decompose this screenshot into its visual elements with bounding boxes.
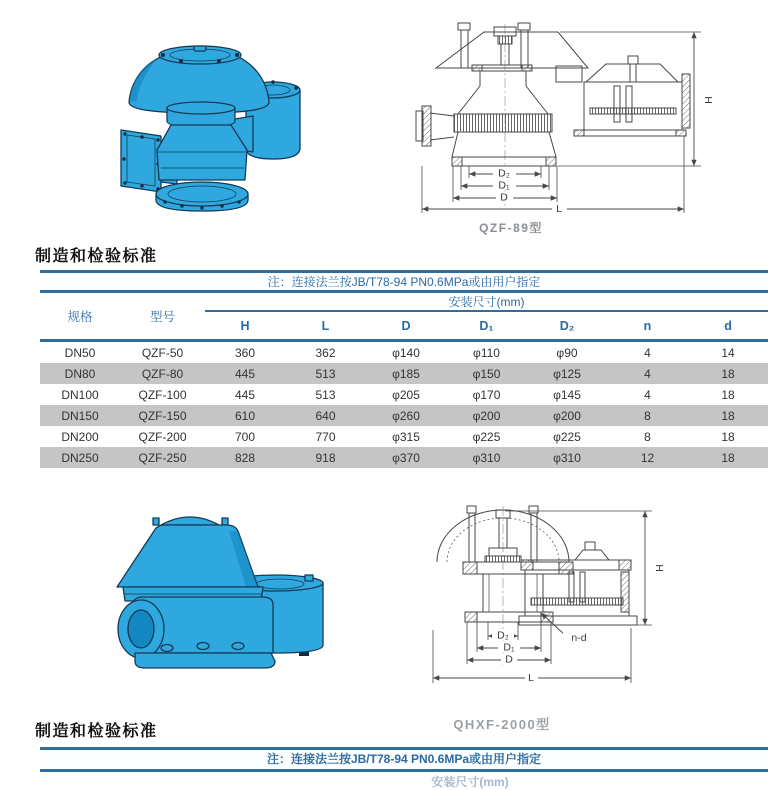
qhxf-drawing-caption: QHXF-2000型 <box>453 717 551 732</box>
cell-h: 360 <box>234 345 256 360</box>
cell-d2: φ310 <box>553 450 581 465</box>
cell-n: 4 <box>644 345 651 360</box>
flange-note: 注：连接法兰按JB/T78-94 PN0.6MPa或由用户指定 <box>40 272 768 292</box>
table-row <box>40 405 768 426</box>
dim-label-d1: D₁ <box>503 641 515 654</box>
qhxf-cross-section-drawing <box>425 500 743 696</box>
standards-heading-top: 制造和检验标准 <box>35 248 158 265</box>
dim-label-h: H <box>653 564 665 572</box>
table-row <box>40 384 768 405</box>
cell-d: φ185 <box>392 366 420 381</box>
cell-dd: 18 <box>721 366 735 381</box>
cell-d1: φ150 <box>472 366 501 381</box>
col-header-d: d <box>688 311 768 341</box>
cell-spec: DN150 <box>61 408 99 423</box>
cell-n: 12 <box>640 450 655 465</box>
cell-n: 4 <box>644 366 651 381</box>
cell-l: 362 <box>315 345 336 360</box>
bottom-flange <box>135 653 275 668</box>
standards-heading-bottom: 制造和检验标准 <box>35 723 158 740</box>
cell-d2: φ225 <box>553 429 581 444</box>
cell-d1: φ200 <box>472 408 501 423</box>
cell-l: 513 <box>315 387 336 402</box>
cell-d2: φ200 <box>553 408 581 423</box>
qzf-drawing-caption: QZF-89型 <box>479 221 543 235</box>
cell-d: φ140 <box>392 345 420 360</box>
col-header-L: L <box>285 311 366 341</box>
cell-model: QZF-50 <box>141 345 184 360</box>
col-header-H: H <box>205 311 285 341</box>
col-header-D2: D₂ <box>527 311 607 341</box>
cell-d: φ260 <box>392 408 420 423</box>
dim-label-d: D <box>505 653 513 666</box>
cell-d: φ205 <box>392 387 420 402</box>
cell-l: 918 <box>315 450 336 465</box>
cell-dd: 14 <box>721 345 735 360</box>
col-header-dims-group: 安装尺寸(mm) <box>205 292 768 312</box>
cell-h: 828 <box>234 450 256 465</box>
cell-model: QZF-200 <box>138 429 187 444</box>
cell-spec: DN100 <box>61 387 99 402</box>
cell-n: 8 <box>644 429 651 444</box>
cell-dd: 18 <box>721 429 735 444</box>
col-header-D1: D₁ <box>446 311 527 341</box>
cell-d1: φ310 <box>472 450 501 465</box>
cell-d1: φ170 <box>472 387 501 402</box>
cell-model: QZF-100 <box>138 387 187 402</box>
bottom-flange <box>156 182 248 211</box>
cell-model: QZF-80 <box>141 366 184 381</box>
cell-h: 610 <box>234 408 256 423</box>
cell-model: QZF-250 <box>138 450 187 465</box>
cell-d1: φ225 <box>472 429 501 444</box>
dim-label-l: L <box>528 672 534 684</box>
cell-spec: DN50 <box>64 345 96 360</box>
cell-model: QZF-150 <box>138 408 187 423</box>
dim-label-d: D <box>500 191 508 204</box>
cell-h: 445 <box>234 366 256 381</box>
cell-l: 513 <box>315 366 336 381</box>
cell-spec: DN80 <box>64 366 96 381</box>
col-header-model: 型号 <box>120 292 205 341</box>
cell-l: 640 <box>315 408 336 423</box>
cell-n: 4 <box>644 387 651 402</box>
cell-d1: φ110 <box>473 345 500 360</box>
cell-d2: φ90 <box>556 345 578 360</box>
col-header-D: D <box>366 311 446 341</box>
cell-n: 8 <box>644 408 651 423</box>
table-row <box>40 341 768 364</box>
dim-label-h: H <box>702 96 714 104</box>
dim-label-d2: D₂ <box>497 629 509 642</box>
table-row <box>40 426 768 447</box>
cell-d: φ370 <box>392 450 420 465</box>
dim-label-d1: D₁ <box>498 179 510 192</box>
table-row <box>40 363 768 384</box>
flange-note-bottom: 注：连接法兰按JB/T78-94 PN0.6MPa或由用户指定 <box>40 747 768 772</box>
cell-d2: φ145 <box>553 387 581 402</box>
qzf-cross-section-drawing <box>408 16 726 216</box>
clipped-dims-group-header: 安装尺寸(mm) <box>431 775 509 789</box>
qhxf-product-image <box>95 505 350 703</box>
side-handle <box>118 600 164 658</box>
cell-dd: 18 <box>721 408 735 423</box>
qzf-product-image <box>105 22 355 230</box>
cell-spec: DN250 <box>61 450 99 465</box>
cell-dd: 18 <box>721 450 735 465</box>
valve-cap <box>117 517 258 587</box>
col-header-spec: 规格 <box>40 292 120 341</box>
table-row <box>40 447 768 468</box>
note-row <box>40 272 768 292</box>
dim-label-l: L <box>556 203 562 215</box>
cell-d2: φ125 <box>553 366 581 381</box>
header-row-group <box>40 292 768 312</box>
cell-spec: DN200 <box>61 429 99 444</box>
dim-label-nd: n-d <box>571 632 587 644</box>
cell-h: 445 <box>234 387 256 402</box>
col-header-n: n <box>607 311 688 341</box>
dim-label-d2: D₂ <box>498 167 510 180</box>
cell-l: 770 <box>315 429 336 444</box>
cell-dd: 18 <box>721 387 735 402</box>
cell-d: φ315 <box>392 429 420 444</box>
cell-h: 700 <box>234 429 256 444</box>
spec-table <box>40 270 768 468</box>
